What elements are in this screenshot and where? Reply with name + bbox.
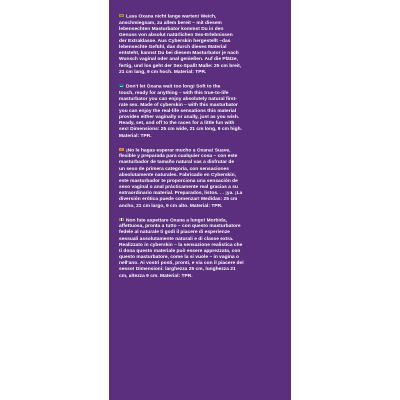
text-line: Genuss von absolut natürlichen Sex-Erlebnissen [119, 32, 233, 38]
description-en [119, 84, 285, 140]
text-line: lebensechten Masturbator kommst Du in den [119, 26, 224, 32]
flag-es-icon [119, 148, 124, 151]
description-en-text [119, 84, 285, 140]
text-line: cm, altezza 9 cm. Material: TPR. [119, 273, 193, 279]
description-es-text [119, 148, 285, 210]
flag-de-icon [119, 14, 124, 17]
text-line: flexible y preparada para cualquier cosa – con este [119, 154, 238, 160]
description-es [119, 148, 285, 210]
text-line: entsteht, kannst Du bei diesem Masturbator je nach [119, 51, 239, 57]
text-line: extraordinario material. Preparados, listos. . . ¡ya. ¡La [119, 191, 243, 197]
text-line: ancho, 21 cm largo, 9 cm alto. Material: TPR. [119, 203, 223, 209]
text-line: Lass Oxana nicht lange warten! Weich, [126, 14, 217, 20]
flag-it-icon [119, 218, 124, 221]
text-line: affettuosa, pronta a tutto – con questo masturbatore [119, 224, 241, 230]
text-line: este masturbador te proporciona una sensación de [119, 178, 238, 184]
text-line: fedele al naturale ti godi il piacere di esperienze [119, 230, 230, 236]
product-description-panel [109, 0, 291, 400]
text-line: questo masturbatore, come la si vuole – in vagina o [119, 255, 239, 261]
text-line: touch, ready for anything – with this true-to-life [119, 90, 229, 96]
text-line: sexo vaginal o anal prácticamente real gracias a su [119, 185, 238, 191]
text-line: un sexo de primera categoría, con sensaciones [119, 166, 229, 172]
text-line: Ready, set, and off to the races for a little fun with [119, 121, 235, 127]
text-line: lebensechte Gefühl, das durch dieses Material [119, 45, 227, 51]
text-line: fertig, und los geht der Sex-Spaß! Maße: 25 cm breit, [119, 63, 242, 69]
text-line: Realizzato in cyberskin – la sensazione realistica che [119, 242, 243, 248]
description-it-text [119, 218, 285, 280]
description-it [119, 218, 285, 280]
text-line: sessuali assolutamente naturali e di classe extra. [119, 236, 234, 242]
text-line: Non fate aspettare Oxana a lungo! Morbida, [126, 218, 227, 224]
text-line: anschmiegsam, zu allem bereit – mit diesem [119, 20, 222, 26]
text-line: masturbator you can enjoy absolutely natural first- [119, 96, 237, 102]
flag-gb-icon [119, 84, 124, 87]
text-line: Material: TPR. [119, 133, 152, 139]
text-line: absolutamente naturales. Fabricado en Cyberskin, [119, 172, 236, 178]
text-line: sex! Dimensions: 25 cm wide, 21 cm long, 9 cm high. [119, 127, 242, 133]
text-line: der Extraklasse. Aus Cyberskin hergestellt –das [119, 39, 231, 45]
text-line: diversión erótica puede comenzar! Medidas: 25 cm [119, 197, 238, 203]
text-line: ¡No le hagas esperar mucho a Oxana! Suave, [126, 148, 231, 154]
text-line: Don't let Oxana wait too long! Soft to the [126, 84, 221, 90]
text-line: you can enjoy the real-life sensations this material [119, 108, 237, 114]
text-line: nell'ano. Ai vostri posti, pronti, e via con il piacere del [119, 261, 244, 267]
text-line: 21 cm lang, 9 cm hoch. Material: TPR. [119, 69, 207, 75]
text-line: Wunsch vaginal oder anal genießen. Auf die Plätze, [119, 57, 238, 63]
description-de-text [119, 14, 285, 76]
text-line: sesso! Dimensioni: larghezza 25 cm, lunghezza 21 [119, 267, 236, 273]
text-line: masturbador de tamaño natural vas a disfrutar de [119, 160, 235, 166]
text-line: rate sex. Made of cyberskin – with this masturbator [119, 102, 238, 108]
text-line: provides either vaginally or anally, just as you wish. [119, 115, 240, 121]
text-line: ti dona questo materiale può essere apprezzata, con [119, 248, 241, 254]
description-de [119, 14, 285, 76]
